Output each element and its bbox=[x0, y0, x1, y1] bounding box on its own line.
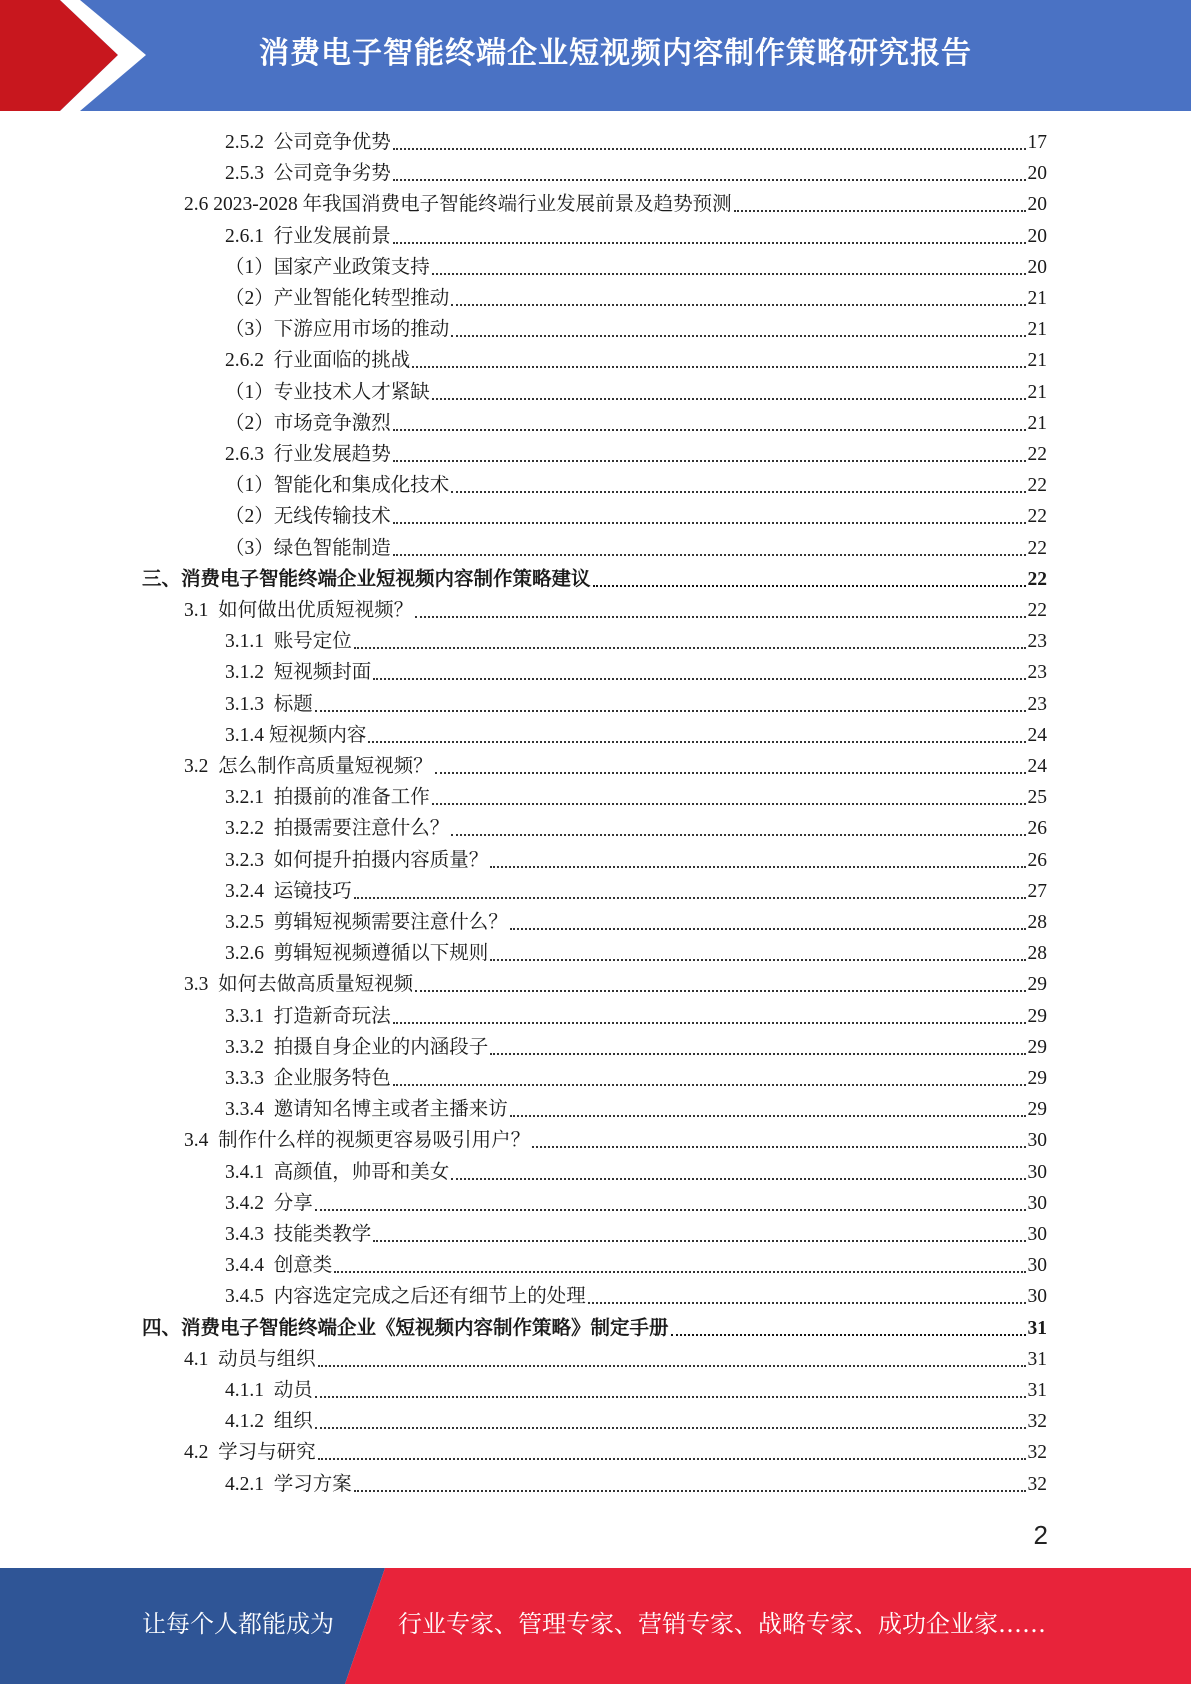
toc-dot-leader bbox=[393, 242, 1026, 244]
toc-entry-label: 3.2.2 拍摄需要注意什么？ bbox=[225, 818, 450, 840]
toc-entry-page: 30 bbox=[1027, 1161, 1047, 1183]
toc-entry-page: 22 bbox=[1027, 537, 1047, 559]
toc-entry-page: 21 bbox=[1027, 319, 1047, 341]
toc-dot-leader bbox=[490, 1053, 1025, 1055]
toc-entry-label: （1）专业技术人才紧缺 bbox=[225, 381, 430, 403]
toc-entry-label: 3.1 如何做出优质短视频？ bbox=[184, 600, 414, 621]
toc-entry-page: 31 bbox=[1027, 1348, 1047, 1370]
toc-entry-page: 21 bbox=[1027, 288, 1047, 309]
toc-entry-page: 24 bbox=[1027, 724, 1047, 746]
toc-entry[interactable] bbox=[225, 876, 1047, 907]
toc-entry-label: 3.4.3 技能类教学 bbox=[225, 1224, 372, 1245]
toc-entry-label: 3.3.1 打造新奇玩法 bbox=[225, 1005, 391, 1027]
toc-entry-label: 3.1.1 账号定位 bbox=[225, 631, 352, 653]
toc-entry-label: 3.2.3 如何提升拍摄内容质量？ bbox=[225, 849, 489, 871]
toc-dot-leader bbox=[354, 1490, 1026, 1492]
toc-entry-page: 32 bbox=[1027, 1473, 1047, 1495]
toc-dot-leader bbox=[451, 335, 1025, 337]
toc-dot-leader bbox=[393, 522, 1026, 524]
toc-entry[interactable] bbox=[225, 1032, 1047, 1063]
footer-slogan-left: 让每个人都能成为 bbox=[142, 1610, 334, 1638]
toc-entry[interactable] bbox=[225, 1281, 1047, 1312]
toc-entry-page: 28 bbox=[1027, 943, 1047, 965]
toc-entry[interactable] bbox=[225, 470, 1047, 501]
toc-entry-page: 30 bbox=[1027, 1286, 1047, 1308]
header-band bbox=[0, 0, 1191, 111]
toc-dot-leader bbox=[393, 460, 1026, 462]
toc-entry[interactable] bbox=[225, 1406, 1047, 1437]
toc-entry-label: 3.2.5 剪辑短视频需要注意什么？ bbox=[225, 912, 508, 933]
toc-entry[interactable] bbox=[225, 1250, 1047, 1281]
toc-entry-label: 2.6.1 行业发展前景 bbox=[225, 225, 391, 247]
toc-entry[interactable] bbox=[225, 377, 1047, 408]
toc-entry-label: （1）智能化和集成化技术 bbox=[225, 475, 450, 497]
toc-dot-leader bbox=[532, 1146, 1025, 1148]
toc-dot-leader bbox=[432, 273, 1026, 275]
toc-dot-leader bbox=[393, 429, 1026, 431]
toc-entry-label: 3.3.4 邀请知名博主或者主播来访 bbox=[225, 1099, 508, 1121]
toc-entry[interactable] bbox=[225, 1094, 1047, 1125]
toc-dot-leader bbox=[393, 1022, 1026, 1024]
toc-entry-page: 26 bbox=[1027, 849, 1047, 871]
toc-entry-label: （2）无线传输技术 bbox=[225, 506, 391, 528]
toc-dot-leader bbox=[593, 585, 1026, 587]
toc-dot-leader bbox=[451, 834, 1025, 836]
toc-entry-label: （2）市场竞争激烈 bbox=[225, 412, 391, 434]
toc-dot-leader bbox=[373, 1240, 1025, 1242]
toc-entry-page: 29 bbox=[1027, 1005, 1047, 1027]
toc-entry-label: （2）产业智能化转型推动 bbox=[225, 288, 450, 309]
toc-entry-label: 4.1.1 动员 bbox=[225, 1380, 313, 1401]
toc-entry-label: 3.4.1 高颜值，帅哥和美女 bbox=[225, 1161, 450, 1183]
toc-dot-leader bbox=[432, 803, 1026, 805]
toc-dot-leader bbox=[588, 1302, 1026, 1304]
toc-entry-label: 2.5.2 公司竞争优势 bbox=[225, 132, 391, 153]
toc-entry[interactable] bbox=[184, 751, 1047, 782]
toc-entry-page: 22 bbox=[1027, 475, 1047, 497]
toc-entry-page: 21 bbox=[1027, 412, 1047, 434]
toc-entry[interactable] bbox=[184, 1125, 1047, 1156]
toc-entry-page: 20 bbox=[1027, 194, 1047, 216]
toc-dot-leader bbox=[451, 1178, 1025, 1180]
report-title: 消费电子智能终端企业短视频内容制作策略研究报告 bbox=[259, 36, 972, 71]
toc-entry[interactable] bbox=[184, 189, 1047, 220]
toc-dot-leader bbox=[373, 678, 1025, 680]
toc-entry[interactable] bbox=[225, 314, 1047, 345]
toc-entry-label: （1）国家产业政策支持 bbox=[225, 256, 430, 278]
toc-entry-page: 23 bbox=[1027, 693, 1047, 715]
toc-dot-leader bbox=[451, 304, 1025, 306]
toc-entry[interactable] bbox=[225, 533, 1047, 564]
toc-entry[interactable] bbox=[184, 1437, 1047, 1468]
toc-dot-leader bbox=[368, 741, 1025, 743]
footer-slogan-right: 行业专家、管理专家、营销专家、战略专家、成功企业家…… bbox=[398, 1610, 1046, 1638]
toc-entry-label: 2.6.2 行业面临的挑战 bbox=[225, 350, 411, 372]
toc-dot-leader bbox=[490, 959, 1025, 961]
toc-entry-label: 3.2.6 剪辑短视频遵循以下规则 bbox=[225, 943, 489, 965]
toc-dot-leader bbox=[490, 866, 1025, 868]
toc-entry-page: 20 bbox=[1027, 163, 1047, 185]
toc-dot-leader bbox=[415, 990, 1025, 992]
toc-entry-label: 2.5.3 公司竞争劣势 bbox=[225, 163, 391, 185]
toc-entry[interactable] bbox=[225, 657, 1047, 688]
toc-entry[interactable] bbox=[225, 1469, 1047, 1500]
toc-entry-page: 32 bbox=[1027, 1442, 1047, 1464]
toc-entry-page: 22 bbox=[1027, 600, 1047, 621]
toc-entry[interactable] bbox=[225, 1001, 1047, 1032]
toc-dot-leader bbox=[334, 1271, 1025, 1273]
toc-dot-leader bbox=[734, 210, 1026, 212]
toc-entry-page: 29 bbox=[1027, 1036, 1047, 1058]
toc-entry-page: 24 bbox=[1027, 756, 1047, 777]
toc-entry-page: 17 bbox=[1027, 132, 1047, 153]
toc-entry-page: 26 bbox=[1027, 818, 1047, 840]
toc-dot-leader bbox=[393, 148, 1026, 150]
toc-dot-leader bbox=[354, 897, 1026, 899]
toc-entry-page: 31 bbox=[1027, 1380, 1047, 1401]
toc-dot-leader bbox=[315, 1396, 1026, 1398]
toc-entry-label: 3.3 如何去做高质量短视频 bbox=[184, 974, 414, 996]
toc-entry[interactable] bbox=[225, 1188, 1047, 1219]
toc-entry-page: 28 bbox=[1027, 912, 1047, 933]
toc-dot-leader bbox=[435, 772, 1026, 774]
toc-entry[interactable] bbox=[225, 501, 1047, 532]
toc-dot-leader bbox=[510, 928, 1026, 930]
toc-entry[interactable] bbox=[142, 1313, 1047, 1344]
toc-entry-label: 2.6 2023-2028 年我国消费电子智能终端行业发展前景及趋势预测 bbox=[184, 194, 732, 216]
toc-entry-page: 21 bbox=[1027, 350, 1047, 372]
toc-entry[interactable] bbox=[225, 938, 1047, 969]
toc-entry[interactable] bbox=[225, 252, 1047, 283]
toc-entry-page: 22 bbox=[1027, 506, 1047, 528]
toc-dot-leader bbox=[415, 616, 1025, 618]
toc-entry[interactable] bbox=[225, 439, 1047, 470]
toc-entry[interactable] bbox=[225, 1219, 1047, 1250]
toc-entry-page: 30 bbox=[1027, 1224, 1047, 1245]
toc-entry-label: 3.1.3 标题 bbox=[225, 693, 313, 715]
toc-dot-leader bbox=[671, 1334, 1026, 1336]
toc-entry[interactable] bbox=[225, 813, 1047, 844]
toc-entry[interactable] bbox=[225, 1375, 1047, 1406]
toc-entry-page: 22 bbox=[1027, 444, 1047, 465]
toc-entry-label: 4.1 动员与组织 bbox=[184, 1348, 316, 1370]
toc-entry[interactable] bbox=[225, 221, 1047, 252]
toc-entry-label: 3.2.1 拍摄前的准备工作 bbox=[225, 787, 430, 809]
toc-dot-leader bbox=[315, 1427, 1026, 1429]
toc-entry-label: 三、消费电子智能终端企业短视频内容制作策略建议 bbox=[142, 568, 591, 590]
page-number: 2 bbox=[1033, 1520, 1048, 1550]
toc-entry-page: 30 bbox=[1027, 1130, 1047, 1152]
toc-entry[interactable] bbox=[225, 689, 1047, 720]
toc-entry[interactable] bbox=[225, 158, 1047, 189]
toc-entry-label: 3.2.4 运镜技巧 bbox=[225, 880, 352, 902]
toc-entry[interactable] bbox=[225, 907, 1047, 938]
toc-entry[interactable] bbox=[184, 969, 1047, 1000]
toc-entry-label: 3.1.4 短视频内容 bbox=[225, 724, 367, 746]
toc-entry-page: 23 bbox=[1027, 662, 1047, 684]
toc-entry-page: 29 bbox=[1027, 1099, 1047, 1121]
toc-entry[interactable] bbox=[225, 1063, 1047, 1094]
toc-entry[interactable] bbox=[184, 1344, 1047, 1375]
toc-dot-leader bbox=[318, 1458, 1026, 1460]
toc-entry-page: 30 bbox=[1027, 1255, 1047, 1277]
toc-entry-label: 3.4.2 分享 bbox=[225, 1192, 313, 1214]
toc-entry-page: 29 bbox=[1027, 974, 1047, 996]
toc-dot-leader bbox=[315, 1209, 1026, 1211]
toc-entry[interactable] bbox=[184, 595, 1047, 626]
toc-entry-page: 22 bbox=[1027, 568, 1047, 590]
toc-entry[interactable] bbox=[225, 127, 1047, 158]
toc-entry[interactable] bbox=[142, 564, 1047, 595]
toc-entry-page: 23 bbox=[1027, 631, 1047, 653]
toc-entry-label: 3.2 怎么制作高质量短视频？ bbox=[184, 756, 433, 777]
toc-dot-leader bbox=[354, 647, 1026, 649]
toc-dot-leader bbox=[318, 1365, 1026, 1367]
toc-entry-page: 20 bbox=[1027, 225, 1047, 247]
toc-entry-page: 25 bbox=[1027, 787, 1047, 809]
toc-entry-page: 21 bbox=[1027, 381, 1047, 403]
toc-entry-label: 4.2 学习与研究 bbox=[184, 1442, 316, 1464]
toc-dot-leader bbox=[393, 1084, 1026, 1086]
toc-dot-leader bbox=[412, 366, 1025, 368]
toc-dot-leader bbox=[451, 491, 1025, 493]
toc-entry[interactable] bbox=[225, 845, 1047, 876]
toc-entry-label: （3）绿色智能制造 bbox=[225, 537, 391, 559]
toc-entry[interactable] bbox=[225, 1157, 1047, 1188]
toc-entry-page: 31 bbox=[1027, 1317, 1047, 1339]
toc-dot-leader bbox=[315, 710, 1026, 712]
toc-entry-label: 3.3.2 拍摄自身企业的内涵段子 bbox=[225, 1036, 489, 1058]
toc-entry[interactable] bbox=[225, 408, 1047, 439]
toc-entry[interactable] bbox=[225, 720, 1047, 751]
toc-entry-label: 3.3.3 企业服务特色 bbox=[225, 1068, 391, 1089]
toc-entry-label: 四、消费电子智能终端企业《短视频内容制作策略》制定手册 bbox=[142, 1317, 669, 1339]
toc-dot-leader bbox=[510, 1115, 1026, 1117]
toc-entry-page: 27 bbox=[1027, 880, 1047, 902]
toc-entry-page: 29 bbox=[1027, 1068, 1047, 1089]
toc-dot-leader bbox=[393, 179, 1026, 181]
toc-entry-page: 30 bbox=[1027, 1192, 1047, 1214]
toc-entry-page: 32 bbox=[1027, 1411, 1047, 1433]
toc-dot-leader bbox=[432, 398, 1026, 400]
toc-entry-label: 3.4.5 内容选定完成之后还有细节上的处理 bbox=[225, 1286, 586, 1308]
toc-entry-label: 4.2.1 学习方案 bbox=[225, 1473, 352, 1495]
toc-entry[interactable] bbox=[225, 283, 1047, 314]
toc-entry-label: 4.1.2 组织 bbox=[225, 1411, 313, 1433]
toc-entry-page: 20 bbox=[1027, 256, 1047, 278]
toc-entry-label: （3）下游应用市场的推动 bbox=[225, 319, 450, 341]
toc-entry-label: 3.4 制作什么样的视频更容易吸引用户？ bbox=[184, 1130, 531, 1152]
toc-entry-label: 2.6.3 行业发展趋势 bbox=[225, 444, 391, 465]
toc-dot-leader bbox=[393, 554, 1026, 556]
toc-entry[interactable] bbox=[225, 626, 1047, 657]
toc-entry[interactable] bbox=[225, 345, 1047, 376]
footer-band bbox=[0, 1568, 1191, 1684]
toc-entry-label: 3.1.2 短视频封面 bbox=[225, 662, 372, 684]
toc-entry[interactable] bbox=[225, 782, 1047, 813]
toc-entry-label: 3.4.4 创意类 bbox=[225, 1255, 333, 1277]
